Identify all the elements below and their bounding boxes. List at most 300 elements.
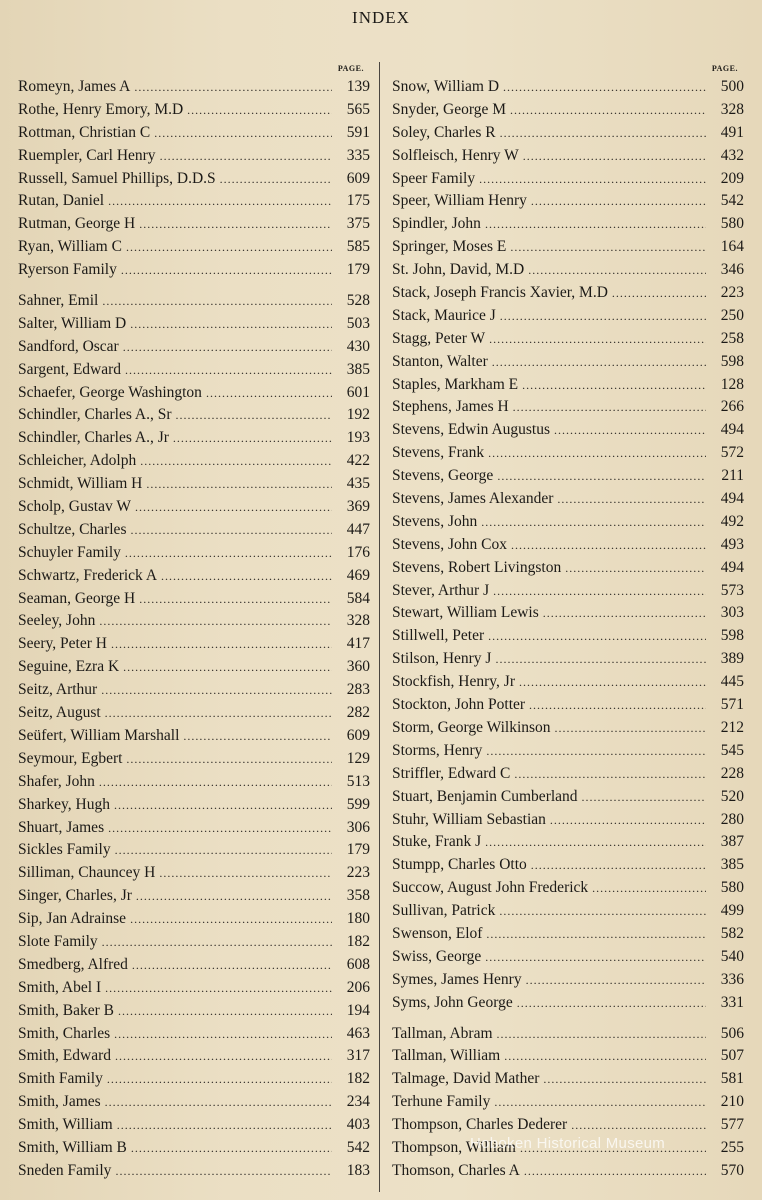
entry-page-number: 385 xyxy=(720,856,744,874)
entry-name: Stack, Maurice J xyxy=(392,306,496,324)
entry-page-number: 445 xyxy=(720,673,744,691)
entry-page-number: 493 xyxy=(720,535,744,553)
entry-page-number: 223 xyxy=(346,864,370,882)
entry-page-number: 183 xyxy=(346,1161,370,1179)
entry-name: Stumpp, Charles Otto xyxy=(392,856,527,874)
index-entry xyxy=(18,1047,370,1070)
dot-leader xyxy=(131,1141,332,1156)
dot-leader xyxy=(154,126,332,141)
entry-name: Speer, William Henry xyxy=(392,192,527,210)
dot-leader xyxy=(497,1027,706,1042)
entry-name: Shuart, James xyxy=(18,818,105,836)
entry-page-number: 250 xyxy=(720,306,744,324)
entry-page-number: 469 xyxy=(346,566,370,584)
entry-name: Smith, Edward xyxy=(18,1047,111,1065)
entry-page-number: 336 xyxy=(720,970,744,988)
dot-leader xyxy=(592,881,706,896)
entry-page-number: 331 xyxy=(720,993,744,1011)
dot-leader xyxy=(510,240,706,255)
index-entry xyxy=(392,719,744,742)
entry-name: Swenson, Elof xyxy=(392,924,483,942)
dot-leader xyxy=(130,523,332,538)
index-entry xyxy=(392,170,744,193)
dot-leader xyxy=(524,1164,706,1179)
index-entry xyxy=(18,567,370,590)
dot-leader xyxy=(514,767,706,782)
dot-leader xyxy=(117,1118,332,1133)
entry-page-number: 280 xyxy=(720,810,744,828)
index-entry xyxy=(18,590,370,613)
index-entry xyxy=(392,1093,744,1116)
entry-name: Sneden Family xyxy=(18,1161,112,1179)
entry-name: Storms, Henry xyxy=(392,741,483,759)
entry-name: Sharkey, Hugh xyxy=(18,795,110,813)
dot-leader xyxy=(146,477,332,492)
dot-leader xyxy=(612,286,706,301)
index-entry xyxy=(392,444,744,467)
entry-page-number: 193 xyxy=(346,429,370,447)
entry-page-number: 179 xyxy=(346,841,370,859)
entry-name: Smith, James xyxy=(18,1093,101,1111)
dot-leader xyxy=(529,698,706,713)
entry-name: Smith, Abel I xyxy=(18,978,102,996)
entry-name: Springer, Moses E xyxy=(392,238,507,256)
dot-leader xyxy=(105,706,332,721)
entry-page-number: 303 xyxy=(720,604,744,622)
entry-page-number: 609 xyxy=(346,169,370,187)
entry-page-number: 542 xyxy=(720,192,744,210)
dot-leader xyxy=(125,363,332,378)
dot-leader xyxy=(135,500,332,515)
entry-page-number: 164 xyxy=(720,238,744,256)
dot-leader xyxy=(493,584,706,599)
dot-leader xyxy=(522,378,706,393)
index-entry xyxy=(18,124,370,147)
dot-leader xyxy=(485,217,706,232)
index-entry xyxy=(18,1002,370,1025)
dot-leader xyxy=(101,683,332,698)
entry-page-number: 369 xyxy=(346,498,370,516)
dot-leader xyxy=(99,614,332,629)
entry-page-number: 463 xyxy=(346,1024,370,1042)
index-entry xyxy=(392,902,744,925)
dot-leader xyxy=(495,652,706,667)
entry-page-number: 513 xyxy=(346,772,370,790)
entry-page-number: 387 xyxy=(720,833,744,851)
watermark: Hoboken Historical Museum xyxy=(470,1135,666,1152)
index-entry xyxy=(392,1162,744,1185)
dot-leader xyxy=(102,935,332,950)
index-entry xyxy=(392,147,744,170)
dot-leader xyxy=(105,1095,332,1110)
dot-leader xyxy=(523,149,706,164)
entry-name: Seüfert, William Marshall xyxy=(18,726,180,744)
index-entry xyxy=(18,384,370,407)
dot-leader xyxy=(107,1072,332,1087)
entry-page-number: 591 xyxy=(346,123,370,141)
index-entry xyxy=(18,635,370,658)
entry-name: Stack, Joseph Francis Xavier, M.D xyxy=(392,284,608,302)
dot-leader xyxy=(123,660,332,675)
entry-name: Sandford, Oscar xyxy=(18,337,119,355)
entry-page-number: 432 xyxy=(720,146,744,164)
index-entry xyxy=(18,910,370,933)
entry-page-number: 573 xyxy=(720,581,744,599)
index-entry xyxy=(18,819,370,842)
index-entry xyxy=(392,604,744,627)
entry-name: Stanton, Walter xyxy=(392,352,488,370)
entry-name: Seitz, Arthur xyxy=(18,681,98,699)
entry-name: Seaman, George H xyxy=(18,589,136,607)
entry-name: Stevens, Edwin Augustus xyxy=(392,421,551,439)
dot-leader xyxy=(102,294,332,309)
right-column xyxy=(392,60,744,1185)
entry-page-number: 565 xyxy=(346,100,370,118)
entry-name: Seeley, John xyxy=(18,612,96,630)
entry-name: Schindler, Charles A., Jr xyxy=(18,429,169,447)
index-entry xyxy=(18,612,370,635)
entry-page-number: 210 xyxy=(720,1093,744,1111)
entry-name: Terhune Family xyxy=(392,1093,491,1111)
dot-leader xyxy=(176,408,332,423)
entry-page-number: 389 xyxy=(720,650,744,668)
dot-leader xyxy=(115,843,332,858)
column-divider xyxy=(379,62,380,1192)
right-entry-list xyxy=(392,78,744,1185)
entry-name: Smith, William xyxy=(18,1116,113,1134)
dot-leader xyxy=(108,194,332,209)
dot-leader xyxy=(489,332,706,347)
index-entry xyxy=(18,521,370,544)
dot-leader xyxy=(130,317,332,332)
entry-page-number: 176 xyxy=(346,543,370,561)
index-entry xyxy=(392,261,744,284)
index-entry xyxy=(392,536,744,559)
entry-name: Stuke, Frank J xyxy=(392,833,482,851)
entry-name: Stephens, James H xyxy=(392,398,509,416)
index-entry xyxy=(392,467,744,490)
dot-leader xyxy=(503,80,706,95)
entry-page-number: 182 xyxy=(346,932,370,950)
index-entry xyxy=(18,238,370,261)
dot-leader xyxy=(114,1027,332,1042)
entry-page-number: 194 xyxy=(346,1001,370,1019)
entry-page-number: 528 xyxy=(346,292,370,310)
index-entry xyxy=(18,841,370,864)
entry-name: Smith Family xyxy=(18,1070,103,1088)
entry-page-number: 317 xyxy=(346,1047,370,1065)
index-entry xyxy=(18,658,370,681)
dot-leader xyxy=(187,103,332,118)
entry-page-number: 179 xyxy=(346,261,370,279)
index-entry xyxy=(392,582,744,605)
entry-name: Singer, Charles, Jr xyxy=(18,887,132,905)
index-entry xyxy=(392,490,744,513)
index-entry xyxy=(18,215,370,238)
entry-name: Slote Family xyxy=(18,932,98,950)
entry-name: Stockton, John Potter xyxy=(392,696,526,714)
index-entry xyxy=(18,956,370,979)
entry-name: Striffler, Edward C xyxy=(392,764,511,782)
entry-name: Ryan, William C xyxy=(18,238,122,256)
entry-page-number: 570 xyxy=(720,1161,744,1179)
entry-page-number: 584 xyxy=(346,589,370,607)
entry-name: Sullivan, Patrick xyxy=(392,902,496,920)
entry-name: Spindler, John xyxy=(392,215,481,233)
entry-page-number: 520 xyxy=(720,787,744,805)
entry-name: Swiss, George xyxy=(392,947,482,965)
index-entry xyxy=(18,979,370,1002)
index-entry xyxy=(392,765,744,788)
entry-name: Symes, James Henry xyxy=(392,970,522,988)
entry-name: Stillwell, Peter xyxy=(392,627,485,645)
entry-name: Stuhr, William Sebastian xyxy=(392,810,546,828)
index-entry xyxy=(18,544,370,567)
index-entry xyxy=(392,559,744,582)
entry-name: Tallman, William xyxy=(392,1047,501,1065)
dot-leader xyxy=(220,172,332,187)
entry-name: Rothe, Henry Emory, M.D xyxy=(18,100,184,118)
index-entry xyxy=(392,971,744,994)
entry-name: Tallman, Abram xyxy=(392,1024,493,1042)
entry-page-number: 492 xyxy=(720,512,744,530)
entry-name: Stevens, Frank xyxy=(392,444,485,462)
index-entry xyxy=(392,879,744,902)
index-entry xyxy=(392,398,744,421)
index-entry xyxy=(392,215,744,238)
entry-name: Staples, Markham E xyxy=(392,375,519,393)
entry-name: Stagg, Peter W xyxy=(392,329,486,347)
index-entry xyxy=(18,192,370,215)
entry-name: Schmidt, William H xyxy=(18,475,143,493)
index-entry xyxy=(18,727,370,750)
entry-page-number: 582 xyxy=(720,924,744,942)
index-entry xyxy=(18,498,370,521)
index-entry xyxy=(392,788,744,811)
entry-name: Storm, George Wilkinson xyxy=(392,718,551,736)
entry-page-number: 328 xyxy=(346,612,370,630)
dot-leader xyxy=(486,744,706,759)
index-entry xyxy=(392,627,744,650)
index-entry xyxy=(392,101,744,124)
dot-leader xyxy=(517,996,706,1011)
entry-name: Ryerson Family xyxy=(18,261,117,279)
entry-page-number: 360 xyxy=(346,658,370,676)
entry-name: Seitz, August xyxy=(18,704,101,722)
entry-name: Stevens, George xyxy=(392,467,494,485)
dot-leader xyxy=(115,1164,332,1179)
dot-leader xyxy=(526,973,706,988)
entry-name: Shafer, John xyxy=(18,772,95,790)
entry-page-number: 139 xyxy=(346,78,370,95)
entry-name: Sip, Jan Adrainse xyxy=(18,910,127,928)
entry-name: Thomson, Charles A xyxy=(392,1161,520,1179)
entry-page-number: 601 xyxy=(346,383,370,401)
dot-leader xyxy=(488,446,706,461)
entry-name: Silliman, Chauncey H xyxy=(18,864,156,882)
entry-page-number: 182 xyxy=(346,1070,370,1088)
entry-page-number: 499 xyxy=(720,902,744,920)
entry-name: Rottman, Christian C xyxy=(18,123,151,141)
entry-name: Smith, William B xyxy=(18,1138,127,1156)
entry-page-number: 258 xyxy=(720,329,744,347)
entry-page-number: 328 xyxy=(720,100,744,118)
entry-page-number: 608 xyxy=(346,955,370,973)
entry-name: Stilson, Henry J xyxy=(392,650,492,668)
entry-name: Schaefer, George Washington xyxy=(18,383,202,401)
entry-page-number: 545 xyxy=(720,741,744,759)
entry-name: Thompson, William xyxy=(392,1138,516,1156)
entry-page-number: 577 xyxy=(720,1116,744,1134)
entry-page-number: 335 xyxy=(346,146,370,164)
index-entry xyxy=(392,994,744,1017)
dot-leader xyxy=(132,958,332,973)
entry-name: Speer Family xyxy=(392,169,476,187)
entry-page-number: 283 xyxy=(346,681,370,699)
index-entry xyxy=(18,887,370,910)
dot-leader xyxy=(571,1118,706,1133)
index-entry xyxy=(392,833,744,856)
dot-leader xyxy=(105,981,332,996)
dot-leader xyxy=(486,927,706,942)
entry-page-number: 234 xyxy=(346,1093,370,1111)
index-entry xyxy=(392,650,744,673)
entry-page-number: 180 xyxy=(346,910,370,928)
entry-page-number: 571 xyxy=(720,696,744,714)
left-entry-list xyxy=(18,78,370,1185)
entry-page-number: 494 xyxy=(720,558,744,576)
entry-page-number: 228 xyxy=(720,764,744,782)
index-entry xyxy=(392,948,744,971)
entry-page-number: 417 xyxy=(346,635,370,653)
entry-page-number: 192 xyxy=(346,406,370,424)
entry-name: Seguine, Ezra K xyxy=(18,658,120,676)
entry-page-number: 306 xyxy=(346,818,370,836)
dot-leader xyxy=(504,1049,706,1064)
dot-leader xyxy=(555,721,706,736)
entry-name: Stevens, John xyxy=(392,512,478,530)
index-entry xyxy=(18,170,370,193)
entry-page-number: 358 xyxy=(346,887,370,905)
index-entry xyxy=(18,406,370,429)
entry-name: Scholp, Gustav W xyxy=(18,498,131,516)
entry-name: Stuart, Benjamin Cumberland xyxy=(392,787,578,805)
dot-leader xyxy=(550,813,706,828)
entry-page-number: 581 xyxy=(720,1070,744,1088)
entry-name: Rutan, Daniel xyxy=(18,192,105,210)
entry-page-number: 385 xyxy=(346,360,370,378)
entry-page-number: 572 xyxy=(720,444,744,462)
index-entry xyxy=(392,238,744,261)
entry-page-number: 435 xyxy=(346,475,370,493)
index-entry xyxy=(18,1162,370,1185)
index-entry xyxy=(392,353,744,376)
entry-name: Solfleisch, Henry W xyxy=(392,146,519,164)
index-entry xyxy=(18,750,370,773)
index-entry xyxy=(392,124,744,147)
index-entry xyxy=(18,1070,370,1093)
dot-leader xyxy=(519,675,706,690)
index-entry xyxy=(18,101,370,124)
dot-leader xyxy=(183,729,332,744)
entry-page-number: 129 xyxy=(346,749,370,767)
dot-leader xyxy=(125,546,332,561)
left-column xyxy=(18,60,370,1185)
index-entry xyxy=(392,673,744,696)
dot-leader xyxy=(543,606,706,621)
entry-name: Talmage, David Mather xyxy=(392,1070,540,1088)
entry-page-number: 430 xyxy=(346,337,370,355)
dot-leader xyxy=(499,904,706,919)
page-column-header: PAGE. xyxy=(711,64,738,73)
index-entry xyxy=(18,361,370,384)
dot-leader xyxy=(531,194,706,209)
index-entry xyxy=(18,773,370,796)
dot-leader xyxy=(99,775,332,790)
dot-leader xyxy=(497,469,706,484)
dot-leader xyxy=(118,1004,332,1019)
index-entry xyxy=(18,1139,370,1162)
index-entry xyxy=(18,704,370,727)
dot-leader xyxy=(121,263,332,278)
index-entry xyxy=(392,192,744,215)
index-entry xyxy=(392,811,744,834)
dot-leader xyxy=(485,950,706,965)
dot-leader xyxy=(479,172,706,187)
entry-name: Seery, Peter H xyxy=(18,635,107,653)
dot-leader xyxy=(159,866,332,881)
entry-page-number: 542 xyxy=(346,1138,370,1156)
entry-name: Seymour, Egbert xyxy=(18,749,123,767)
entry-name: Ruempler, Carl Henry xyxy=(18,146,156,164)
index-entry xyxy=(392,513,744,536)
section-gap xyxy=(392,1017,744,1025)
entry-page-number: 507 xyxy=(720,1047,744,1065)
dot-leader xyxy=(139,592,332,607)
dot-leader xyxy=(513,400,706,415)
entry-page-number: 494 xyxy=(720,490,744,508)
entry-page-number: 223 xyxy=(720,284,744,302)
index-entry xyxy=(18,147,370,170)
dot-leader xyxy=(582,790,706,805)
entry-name: Stevens, Robert Livingston xyxy=(392,558,562,576)
entry-name: Soley, Charles R xyxy=(392,123,496,141)
entry-page-number: 506 xyxy=(720,1024,744,1042)
entry-name: Snow, William D xyxy=(392,78,500,95)
index-entry xyxy=(392,284,744,307)
entry-page-number: 128 xyxy=(720,375,744,393)
entry-page-number: 447 xyxy=(346,520,370,538)
entry-page-number: 212 xyxy=(720,718,744,736)
dot-leader xyxy=(485,835,706,850)
entry-page-number: 580 xyxy=(720,215,744,233)
dot-leader xyxy=(111,637,332,652)
dot-leader xyxy=(511,538,706,553)
dot-leader xyxy=(139,217,332,232)
dot-leader xyxy=(160,149,332,164)
entry-name: Schindler, Charles A., Sr xyxy=(18,406,172,424)
entry-page-number: 500 xyxy=(720,78,744,95)
entry-page-number: 503 xyxy=(346,314,370,332)
index-entry xyxy=(392,742,744,765)
entry-page-number: 598 xyxy=(720,627,744,645)
section-gap xyxy=(18,284,370,292)
dot-leader xyxy=(557,492,706,507)
index-entry xyxy=(392,1070,744,1093)
index-entry xyxy=(392,1047,744,1070)
index-entry xyxy=(18,864,370,887)
dot-leader xyxy=(115,1049,332,1064)
